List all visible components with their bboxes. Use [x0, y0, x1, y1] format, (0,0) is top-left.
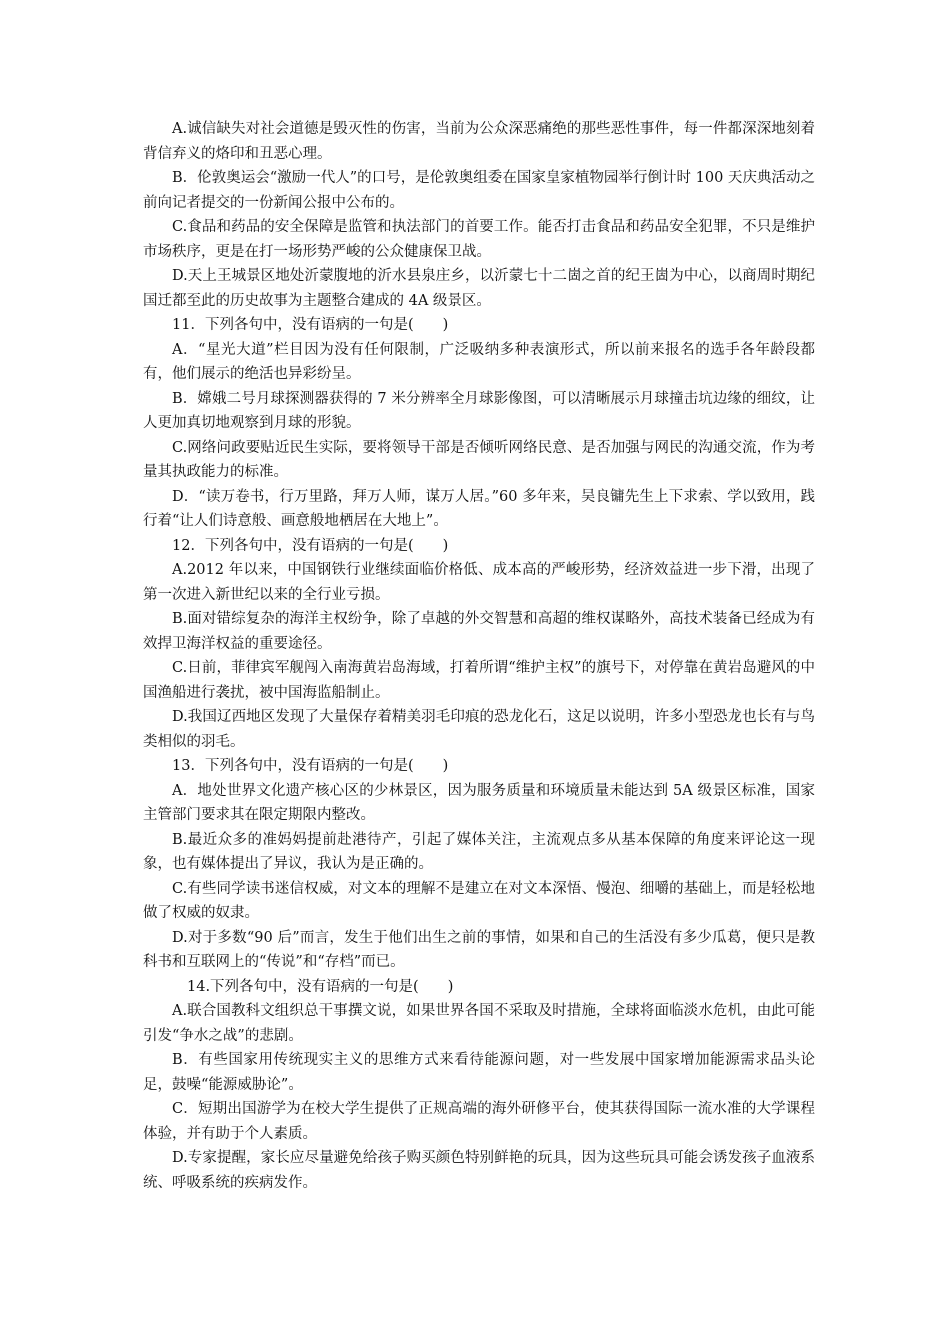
question-11-option-b: B．嫦娥二号月球探测器获得的 7 米分辨率全月球影像图，可以清晰展示月球撞击坑边缘的细纹，让人更加真切地观察到月球的形貌。	[143, 390, 815, 431]
question-12-option-c: C.日前，菲律宾军舰闯入南海黄岩岛海域，打着所谓“维护主权”的旗号下，对停靠在黄岩岛避风的中国渔船进行袭扰，被中国海监船制止。	[143, 660, 815, 701]
question-13-option-c: C.有些同学读书迷信权威，对文本的理解不是建立在对文本深悟、慢泡、细嚼的基础上，而是轻松地做了权威的奴隶。	[143, 880, 815, 921]
question-13-option-d: D.对于多数“90 后”而言，发生于他们出生之前的事情，如果和自己的生活没有多少瓜葛，便只是教科书和互联网上的“传说”和“存档”而已。	[143, 929, 815, 970]
question-11-option-a: A．“星光大道”栏目因为没有任何限制，广泛吸纳多种表演形式，所以前来报名的选手各年龄段都有，他们展示的绝活也异彩纷呈。	[143, 341, 815, 382]
question-13-option-b: B.最近众多的准妈妈提前赴港待产，引起了媒体关注，主流观点多从基本保障的角度来评论这一现象，也有媒体提出了异议，我认为是正确的。	[143, 831, 815, 872]
question-14-option-b: B．有些国家用传统现实主义的思维方式来看待能源问题，对一些发展中国家增加能源需求品头论足，鼓噪“能源威胁论”。	[143, 1052, 815, 1093]
question-12-option-b: B.面对错综复杂的海洋主权纷争，除了卓越的外交智慧和高超的维权谋略外，高技术装备已经成为有效捍卫海洋权益的重要途径。	[143, 611, 815, 652]
question-13-stem: 13．下列各句中，没有语病的一句是( )	[172, 758, 449, 774]
question-13-option-a: A．地处世界文化遗产核心区的少林景区，因为服务质量和环境质量未能达到 5A 级景区标准，国家主管部门要求其在限定期限内整改。	[143, 782, 815, 823]
question-10-option-c: C.食品和药品的安全保障是监管和执法部门的首要工作。能否打击食品和药品安全犯罪，不只是维护市场秩序，更是在打一场形势严峻的公众健康保卫战。	[143, 219, 815, 260]
question-12-option-a: A.2012 年以来，中国钢铁行业继续面临价格低、成本高的严峻形势，经济效益进一步下滑，出现了第一次进入新世纪以来的全行业亏损。	[143, 562, 815, 603]
question-10-option-d: D.天上王城景区地处沂蒙腹地的沂水县泉庄乡，以沂蒙七十二崮之首的纪王崮为中心，以商周时期纪国迁都至此的历史故事为主题整合建成的 4A 级景区。	[143, 268, 815, 309]
question-11-option-c: C.网络问政要贴近民生实际，要将领导干部是否倾听网络民意、是否加强与网民的沟通交流，作为考量其执政能力的标准。	[143, 439, 815, 480]
question-11-stem: 11．下列各句中，没有语病的一句是( )	[172, 317, 449, 333]
question-12-option-d: D.我国辽西地区发现了大量保存着精美羽毛印痕的恐龙化石，这足以说明，许多小型恐龙也长有与鸟类相似的羽毛。	[143, 709, 815, 750]
question-14-stem: 14.下列各句中，没有语病的一句是( )	[187, 978, 454, 995]
question-10-option-a: A.诚信缺失对社会道德是毁灭性的伤害，当前为公众深恶痛绝的那些恶性事件，每一件都深深地刻着背信弃义的烙印和丑恶心理。	[143, 121, 815, 162]
question-12-stem: 12．下列各句中，没有语病的一句是( )	[172, 537, 449, 554]
question-11-option-d: D．“读万卷书，行万里路，拜万人师，谋万人居。”60 多年来，吴良镛先生上下求索、学以致用，践行着“让人们诗意般、画意般地栖居在大地上”。	[143, 488, 815, 529]
question-14-option-a: A.联合国教科文组织总干事撰文说，如果世界各国不采取及时措施，全球将面临淡水危机，由此可能引发“争水之战”的悲剧。	[143, 1003, 815, 1044]
document-body	[143, 117, 815, 1195]
question-14-option-d: D.专家提醒，家长应尽量避免给孩子购买颜色特别鲜艳的玩具，因为这些玩具可能会诱发孩子血液系统、呼吸系统的疾病发作。	[143, 1150, 815, 1191]
question-14-option-c: C．短期出国游学为在校大学生提供了正规高端的海外研修平台，使其获得国际一流水准的大学课程体验，并有助于个人素质。	[143, 1101, 815, 1142]
question-10-option-b: B．伦敦奥运会“激励一代人”的口号，是伦敦奥组委在国家皇家植物园举行倒计时 100 天庆典活动之前向记者提交的一份新闻公报中公布的。	[143, 170, 815, 211]
